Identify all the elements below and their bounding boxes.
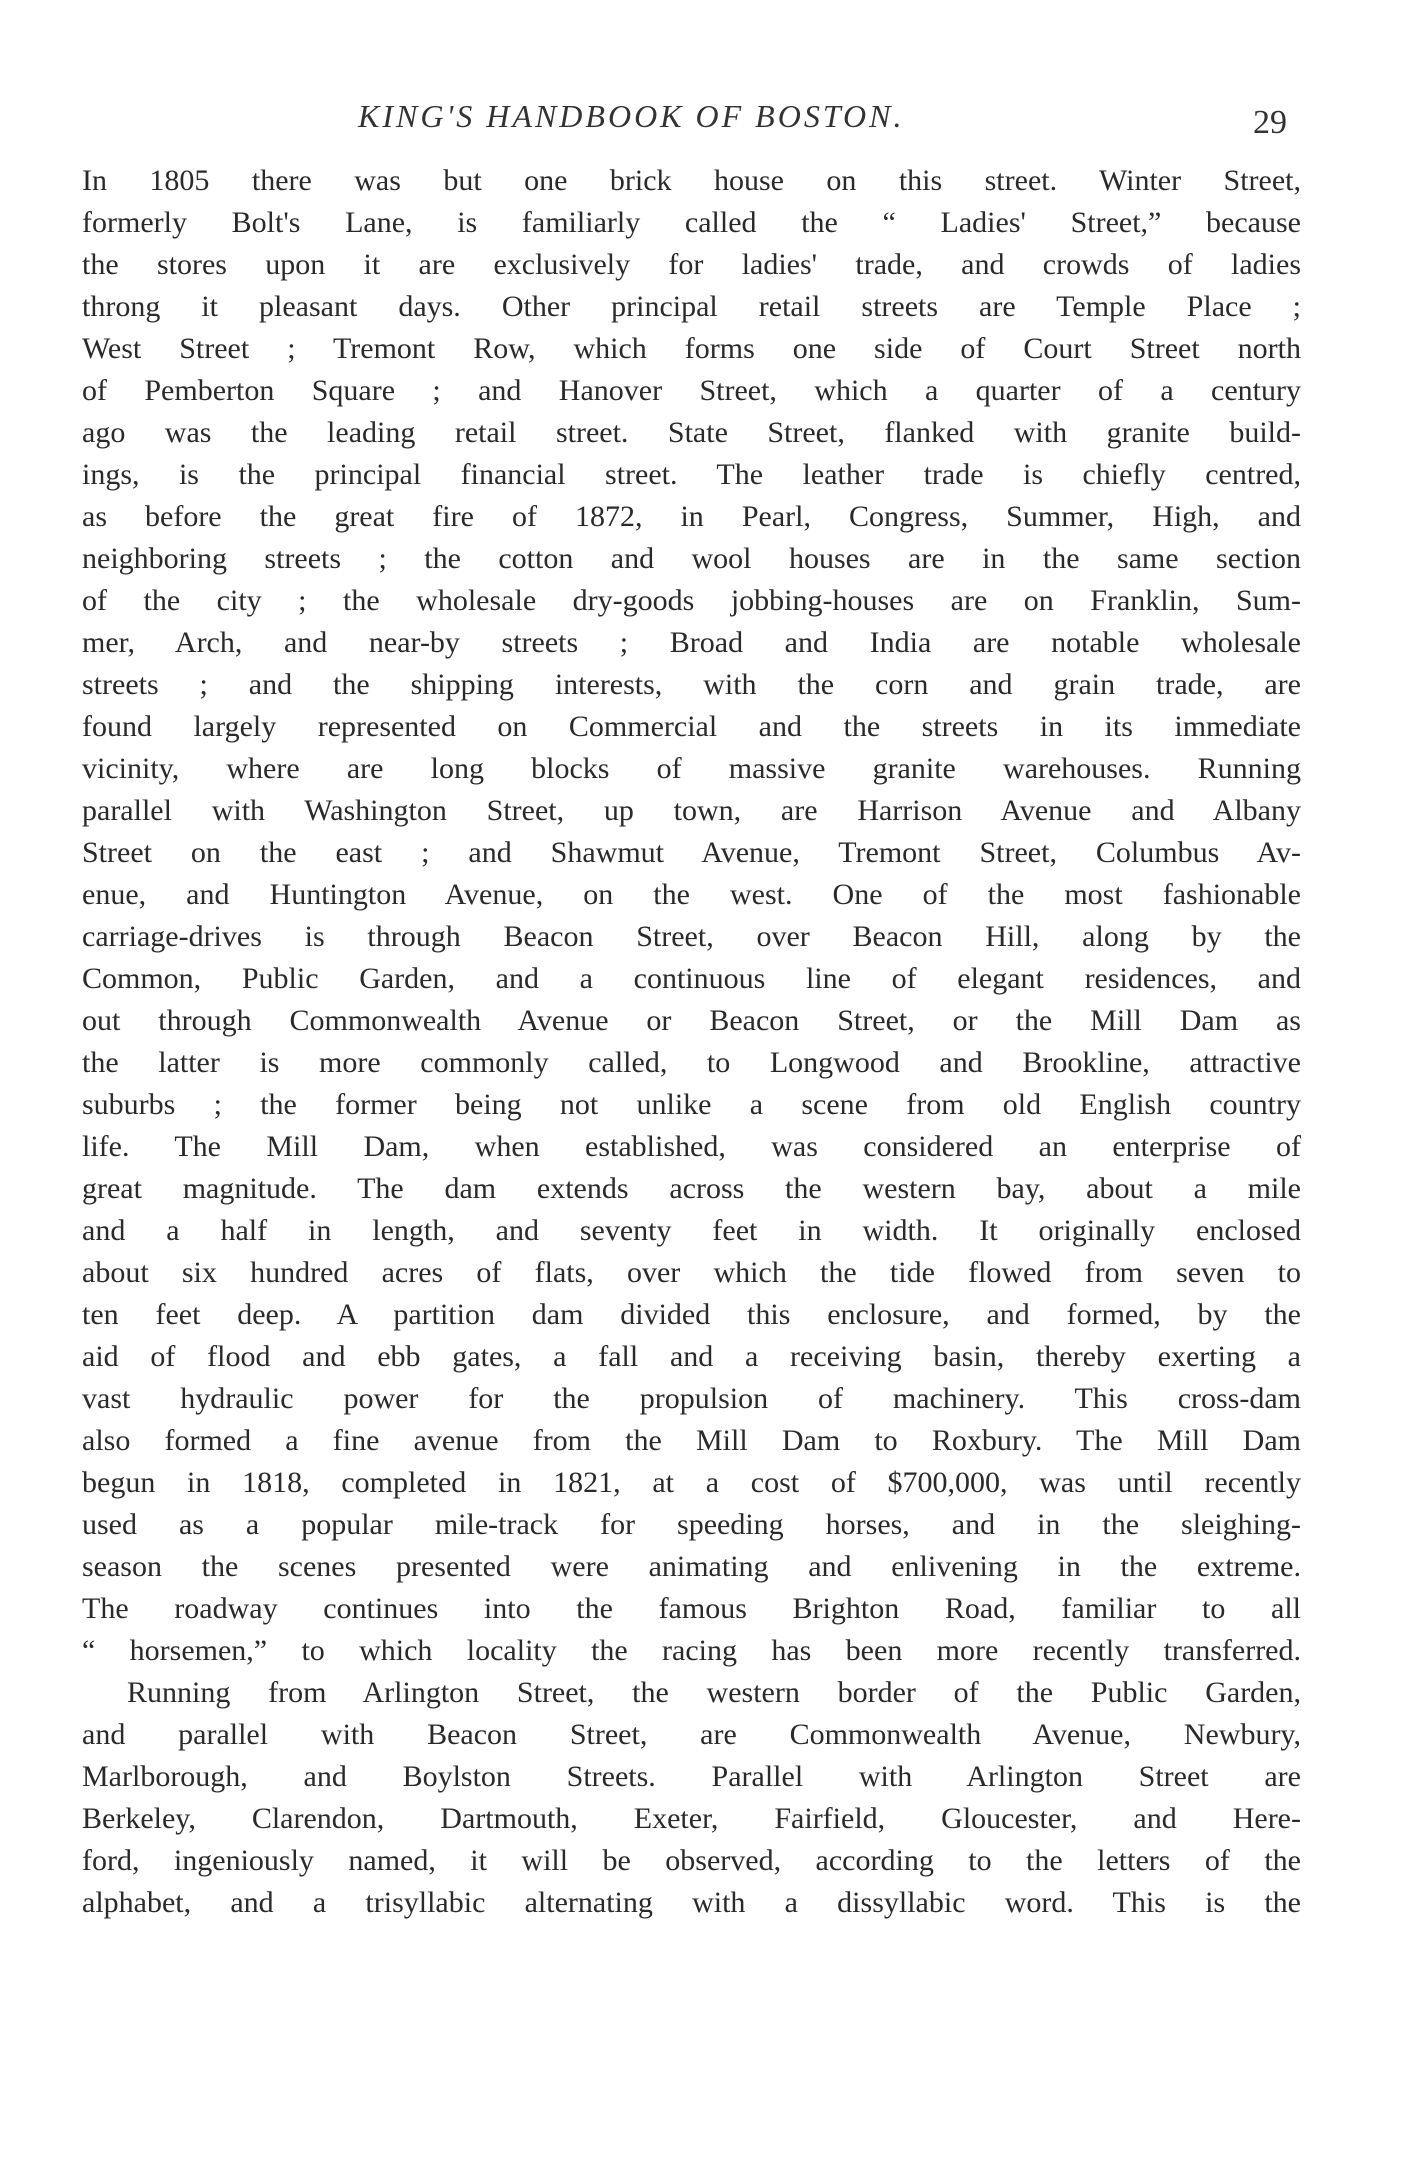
text-line: The roadway continues into the famous Brighton Road, familiar to all xyxy=(82,1592,1301,1625)
text-line: ford, ingeniously named, it will be observed, according to the letters of the xyxy=(82,1844,1301,1877)
text-line: West Street ; Tremont Row, which forms one side of Court Street north xyxy=(82,332,1301,365)
text-line: enue, and Huntington Avenue, on the west. One of the most fashionable xyxy=(82,878,1301,911)
text-line: mer, Arch, and near-by streets ; Broad and India are notable wholesale xyxy=(82,626,1301,659)
text-line: season the scenes presented were animating and enlivening in the extreme. xyxy=(82,1550,1301,1583)
text-line: ten feet deep. A partition dam divided this enclosure, and formed, by the xyxy=(82,1298,1301,1331)
text-line: also formed a fine avenue from the Mill Dam to Roxbury. The Mill Dam xyxy=(82,1424,1301,1457)
text-line: carriage-drives is through Beacon Street, over Beacon Hill, along by the xyxy=(82,920,1301,953)
text-line: “ horsemen,” to which locality the racing has been more recently transferred. xyxy=(82,1634,1301,1667)
text-line: about six hundred acres of flats, over which the tide flowed from seven to xyxy=(82,1256,1301,1289)
paragraph-2 xyxy=(82,1672,1301,1924)
text-line: the stores upon it are exclusively for ladies' trade, and crowds of ladies xyxy=(82,248,1301,281)
body-text xyxy=(82,160,1301,1924)
text-line: begun in 1818, completed in 1821, at a cost of $700,000, was until recently xyxy=(82,1466,1301,1499)
text-line: the latter is more commonly called, to Longwood and Brookline, attractive xyxy=(82,1046,1301,1079)
text-line: Berkeley, Clarendon, Dartmouth, Exeter, Fairfield, Gloucester, and Here- xyxy=(82,1802,1301,1835)
text-line: out through Commonwealth Avenue or Beacon Street, or the Mill Dam as xyxy=(82,1004,1301,1037)
text-line: neighboring streets ; the cotton and wool houses are in the same section xyxy=(82,542,1301,575)
text-line: alphabet, and a trisyllabic alternating with a dissyllabic word. This is the xyxy=(82,1886,1301,1919)
running-head-title: KING'S HANDBOOK OF BOSTON. xyxy=(358,98,905,134)
text-line: Running from Arlington Street, the western border of the Public Garden, xyxy=(127,1676,1301,1709)
text-line: of Pemberton Square ; and Hanover Street, which a quarter of a century xyxy=(82,374,1301,407)
text-line: suburbs ; the former being not unlike a scene from old English country xyxy=(82,1088,1301,1121)
text-line: parallel with Washington Street, up town, are Harrison Avenue and Albany xyxy=(82,794,1301,827)
text-line: used as a popular mile-track for speeding horses, and in the sleighing- xyxy=(82,1508,1301,1541)
text-line: Common, Public Garden, and a continuous line of elegant residences, and xyxy=(82,962,1301,995)
text-line: formerly Bolt's Lane, is familiarly called the “ Ladies' Street,” because xyxy=(82,206,1301,239)
text-line: throng it pleasant days. Other principal retail streets are Temple Place ; xyxy=(82,290,1301,323)
text-line: of the city ; the wholesale dry-goods jobbing-houses are on Franklin, Sum- xyxy=(82,584,1301,617)
text-line: vicinity, where are long blocks of massive granite warehouses. Running xyxy=(82,752,1301,785)
text-line: and a half in length, and seventy feet in width. It originally enclosed xyxy=(82,1214,1301,1247)
text-line: great magnitude. The dam extends across the western bay, about a mile xyxy=(82,1172,1301,1205)
text-line: vast hydraulic power for the propulsion of machinery. This cross-dam xyxy=(82,1382,1301,1415)
text-line: In 1805 there was but one brick house on this street. Winter Street, xyxy=(82,164,1301,197)
page-number: 29 xyxy=(1253,104,1287,141)
text-line: as before the great fire of 1872, in Pearl, Congress, Summer, High, and xyxy=(82,500,1301,533)
text-line: Street on the east ; and Shawmut Avenue, Tremont Street, Columbus Av- xyxy=(82,836,1301,869)
text-line: and parallel with Beacon Street, are Commonwealth Avenue, Newbury, xyxy=(82,1718,1301,1751)
text-line: ago was the leading retail street. State Street, flanked with granite build- xyxy=(82,416,1301,449)
text-line: life. The Mill Dam, when established, was considered an enterprise of xyxy=(82,1130,1301,1163)
text-line: streets ; and the shipping interests, with the corn and grain trade, are xyxy=(82,668,1301,701)
text-line: ings, is the principal financial street. The leather trade is chiefly centred, xyxy=(82,458,1301,491)
paragraph-1 xyxy=(82,160,1301,1672)
text-line: aid of flood and ebb gates, a fall and a receiving basin, thereby exerting a xyxy=(82,1340,1301,1373)
text-line: Marlborough, and Boylston Streets. Parallel with Arlington Street are xyxy=(82,1760,1301,1793)
text-line: found largely represented on Commercial and the streets in its immediate xyxy=(82,710,1301,743)
